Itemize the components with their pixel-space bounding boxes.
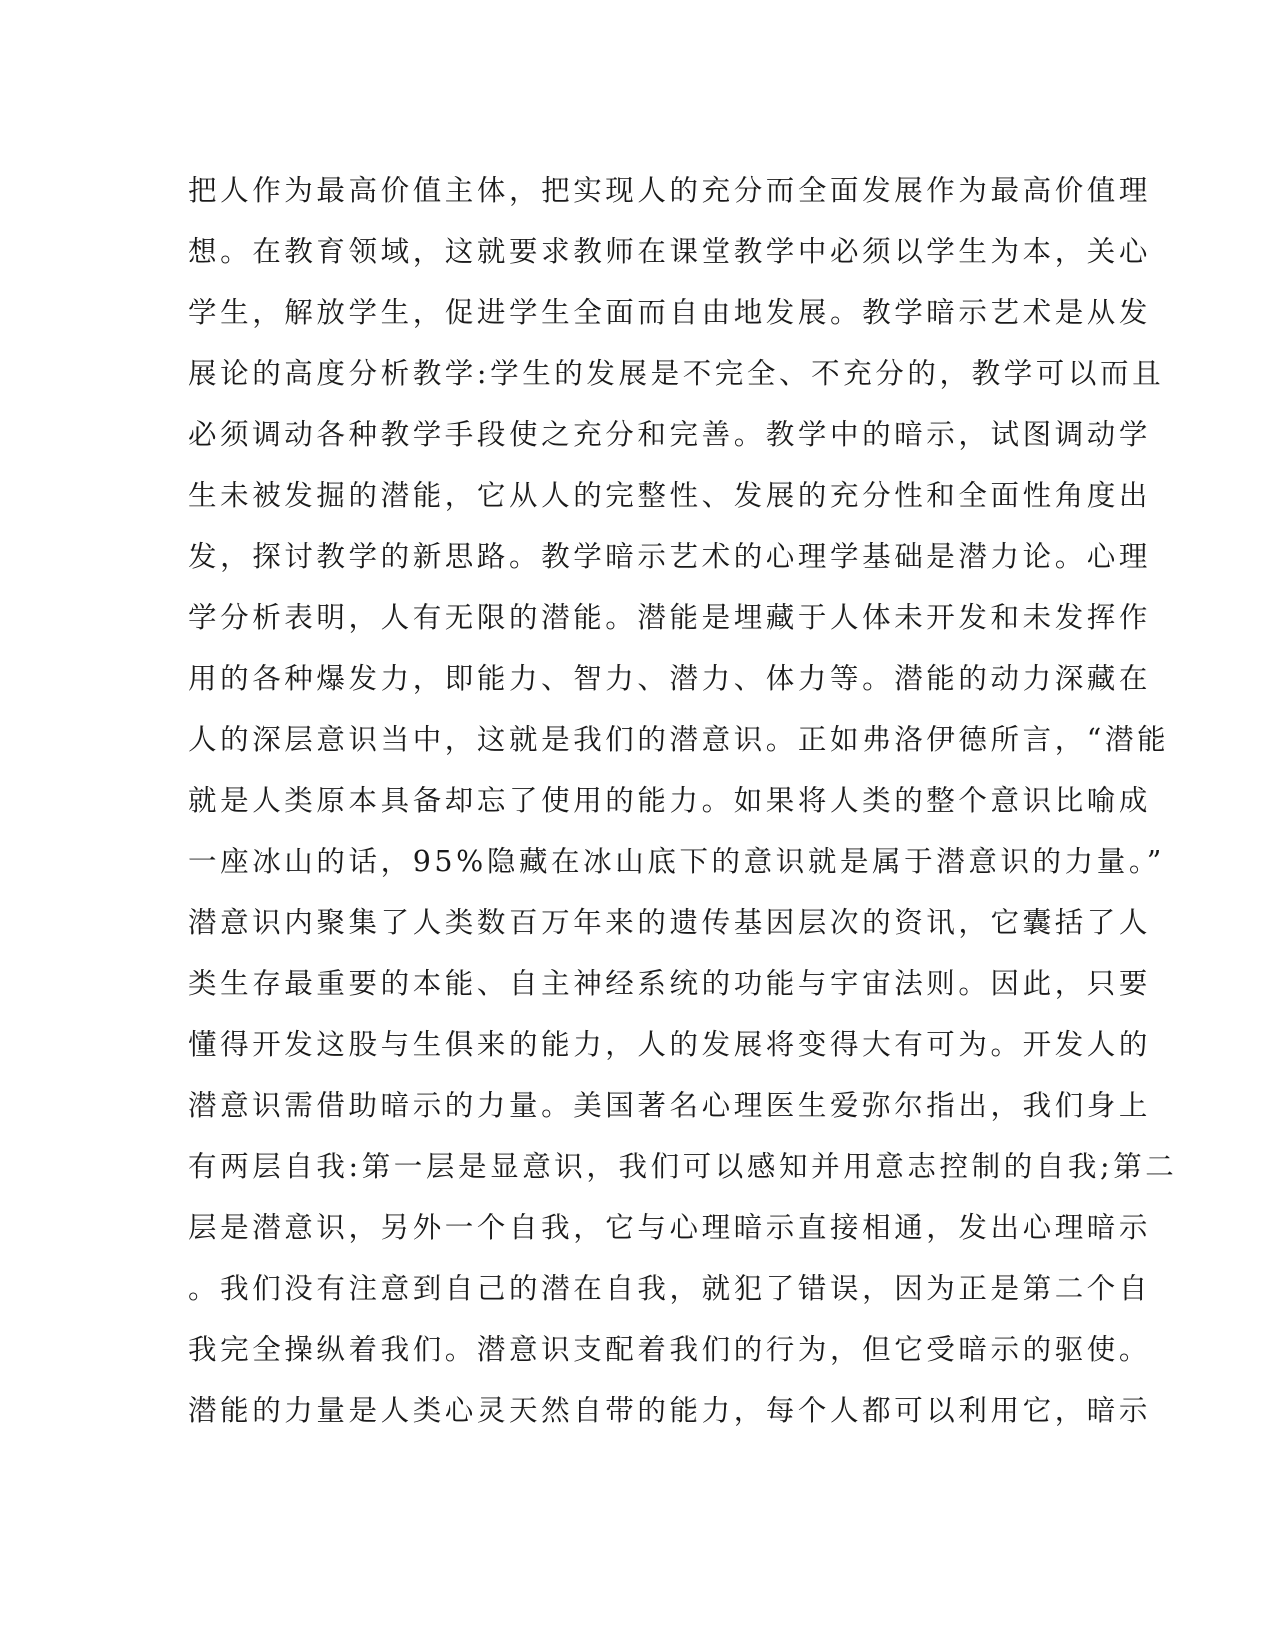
text-line: 潜意识需借助暗示的力量。美国著名心理医生爱弥尔指出，我们身上 xyxy=(188,1089,1152,1122)
text-line: 潜意识内聚集了人类数百万年来的遗传基因层次的资讯，它囊括了人 xyxy=(188,906,1152,939)
text-line: 想。在教育领域，这就要求教师在课堂教学中必须以学生为本，关心 xyxy=(188,235,1152,268)
text-line: 用的各种爆发力，即能力、智力、潜力、体力等。潜能的动力深藏在 xyxy=(188,662,1152,695)
text-line: 层是潜意识，另外一个自我，它与心理暗示直接相通，发出心理暗示 xyxy=(188,1211,1152,1244)
text-line: 我完全操纵着我们。潜意识支配着我们的行为，但它受暗示的驱使。 xyxy=(188,1333,1152,1366)
text-line: 潜能的力量是人类心灵天然自带的能力，每个人都可以利用它，暗示 xyxy=(188,1394,1152,1427)
text-line: 一座冰山的话，95%隐藏在冰山底下的意识就是属于潜意识的力量。” xyxy=(188,845,1165,878)
text-line: 生未被发掘的潜能，它从人的完整性、发展的充分性和全面性角度出 xyxy=(188,479,1152,512)
text-line: 发，探讨教学的新思路。教学暗示艺术的心理学基础是潜力论。心理 xyxy=(188,540,1152,573)
text-line: 。我们没有注意到自己的潜在自我，就犯了错误，因为正是第二个自 xyxy=(188,1272,1152,1305)
text-line: 学生，解放学生，促进学生全面而自由地发展。教学暗示艺术是从发 xyxy=(188,296,1152,329)
text-line: 学分析表明，人有无限的潜能。潜能是埋藏于人体未开发和未发挥作 xyxy=(188,601,1152,634)
text-line: 必须调动各种教学手段使之充分和完善。教学中的暗示，试图调动学 xyxy=(188,418,1152,451)
text-line: 就是人类原本具备却忘了使用的能力。如果将人类的整个意识比喻成 xyxy=(188,784,1152,817)
text-line: 把人作为最高价值主体，把实现人的充分而全面发展作为最高价值理 xyxy=(188,174,1152,207)
text-line: 人的深层意识当中，这就是我们的潜意识。正如弗洛伊德所言，“潜能 xyxy=(188,723,1170,756)
text-line: 有两层自我:第一层是显意识，我们可以感知并用意志控制的自我;第二 xyxy=(188,1150,1178,1183)
body-paragraph xyxy=(188,160,1178,1441)
text-line: 懂得开发这股与生俱来的能力，人的发展将变得大有可为。开发人的 xyxy=(188,1028,1152,1061)
text-line: 展论的高度分析教学:学生的发展是不完全、不充分的，教学可以而且 xyxy=(188,357,1165,390)
text-line: 类生存最重要的本能、自主神经系统的功能与宇宙法则。因此，只要 xyxy=(188,967,1152,1000)
